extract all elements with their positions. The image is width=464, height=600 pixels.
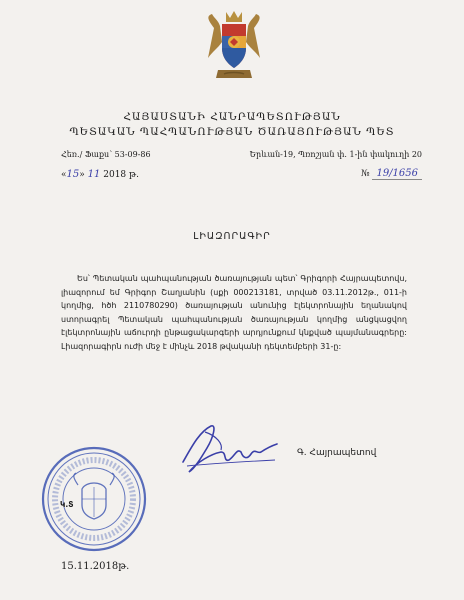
signer-name: Գ. Հայրապետով	[297, 448, 377, 458]
official-stamp-icon	[40, 445, 148, 553]
date-year: 2018 թ.	[103, 170, 139, 180]
document-title: ԼԻԱԶՈՐԱԳԻՐ	[193, 231, 271, 242]
number-prefix: №	[361, 169, 370, 179]
signature-icon	[177, 418, 282, 478]
header-line-2: ՊԵՏԱԿԱՆ ՊԱՀՊԱՆՈՒԹՅԱՆ ԾԱՌԱՅՈՒԹՅԱՆ ՊԵՏ	[69, 126, 395, 138]
phone-fax: Հեռ./ Ֆաքս՝ 53-09-86	[61, 150, 151, 159]
stamp-place-label: Կ.Տ	[60, 500, 74, 509]
document-number	[361, 168, 422, 179]
date-close-quote: »	[79, 170, 85, 180]
coat-of-arms-icon	[200, 8, 268, 84]
date-month: 11	[87, 169, 101, 180]
date-open-quote: «	[61, 170, 67, 180]
date-day: 15	[66, 169, 80, 180]
address: Երևան-19, Պռոշյան փ. 1-ին փակուղի 20	[249, 150, 422, 159]
issue-date	[61, 169, 139, 180]
header-line-1: ՀԱՅԱՍՏԱՆԻ ՀԱՆՐԱՊԵՏՈՒԹՅԱՆ	[123, 111, 341, 123]
number-value: 19/1656	[372, 168, 422, 180]
body-paragraph: Ես՝ Պետական պահպանության ծառայության պետ՝ Գրիգորի Հայրապետովս, լիազորում եմ Գրիգոր Շաղյանին (սքի 000213181, տրված 03.11.2012թ., 011-ի կողմից, հծհ 2110780290) ծառայության անունից էլեկտրոնային եղանակով ստորագրել Պետական պահպանության ծառայության կողմից անցկացվող էլեկտրոնային աճուրդի ընթացակարգերի արդյունքում կնքված պայմանագրերը: Լիազորագիրն ուժի մեջ է մինչև 2018 թվականի դեկտեմբերի 31-ը:	[61, 274, 407, 351]
footer-date: 15.11.2018թ.	[61, 561, 130, 572]
